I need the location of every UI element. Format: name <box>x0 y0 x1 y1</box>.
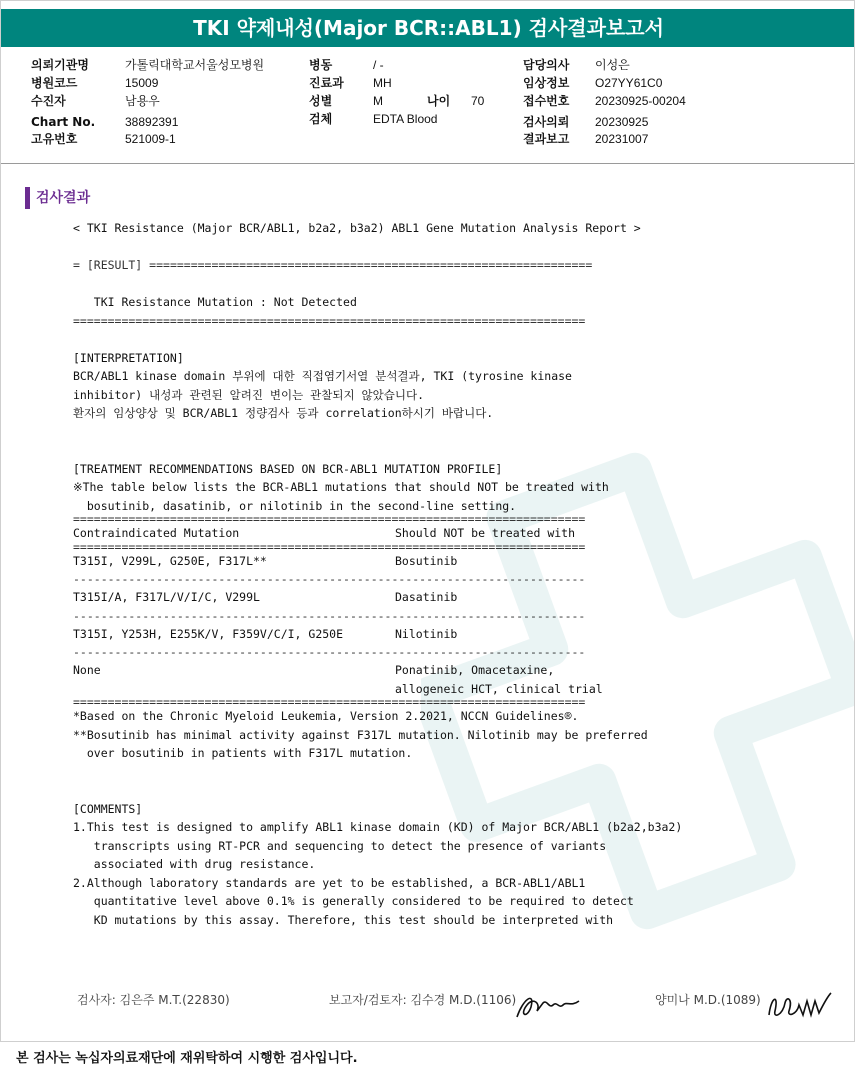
table-cell-drug: Bosutinib <box>395 553 458 568</box>
info-label: 의뢰기관명 <box>31 58 89 72</box>
table-row <box>73 588 693 607</box>
treatment-note: bosutinib, dasatinib, or nilotinib in the second-line setting. <box>73 498 517 513</box>
info-column-3 <box>523 57 686 147</box>
section-title: 검사결과 <box>25 187 90 209</box>
table-header-mutation: Contraindicated Mutation <box>73 526 240 540</box>
age-label: 나이 <box>427 94 451 108</box>
table-row <box>73 625 693 644</box>
info-value: O27YY61C0 <box>595 76 663 90</box>
table-cell-mutation: None <box>73 663 101 677</box>
divider-line: ========================================================================== <box>73 698 586 707</box>
treatment-title: [TREATMENT RECOMMENDATIONS BASED ON BCR-ABL1 MUTATION PROFILE] <box>73 461 503 476</box>
table-cell-drug: allogeneic HCT, clinical trial <box>395 681 603 696</box>
third-signature: 양미나 M.D.(1089) <box>655 993 761 1007</box>
divider-line: ========================================================================== <box>73 313 586 328</box>
age-value: 70 <box>471 94 485 108</box>
info-value: M <box>373 94 383 108</box>
interpretation-title: [INTERPRETATION] <box>73 350 184 365</box>
divider-line: ========================================================================== <box>73 542 586 552</box>
info-value: 남용우 <box>125 94 160 108</box>
comments-title: [COMMENTS] <box>73 801 143 816</box>
table-row-continued <box>73 680 693 699</box>
info-label: 진료과 <box>309 76 344 90</box>
info-label: 병원코드 <box>31 76 78 90</box>
report-body <box>73 219 693 929</box>
info-label: 담당의사 <box>523 58 570 72</box>
info-label: 임상정보 <box>523 76 570 90</box>
footnote: **Bosutinib has minimal activity against F317L mutation. Nilotinib may be preferred <box>73 727 648 742</box>
result-text: TKI Resistance Mutation : Not Detected <box>73 295 357 309</box>
table-cell-mutation: T315I, V299L, G250E, F317L** <box>73 553 267 568</box>
treatment-note: ※The table below lists the BCR-ABL1 mutations that should NOT be treated with <box>73 480 609 494</box>
info-label: 성별 <box>309 94 333 108</box>
info-value: / - <box>373 58 384 72</box>
info-label: 결과보고 <box>523 132 570 146</box>
info-column-1 <box>31 57 264 147</box>
info-label: 병동 <box>309 58 333 72</box>
table-row <box>73 552 693 571</box>
interpretation-line: BCR/ABL1 kinase domain 부위에 대한 직접염기서열 분석결과, TKI (tyrosine kinase <box>73 369 572 383</box>
comment-line: quantitative level above 0.1% is generally considered to be required to detect <box>73 894 634 908</box>
result-label: = [RESULT] <box>73 258 150 272</box>
divider-line: ========================================================================== <box>73 515 586 524</box>
footnote: *Based on the Chronic Myeloid Leukemia, Version 2.2021, NCCN Guidelines®. <box>73 709 579 723</box>
interpretation-line: 환자의 임상양상 및 BCR/ABL1 정량검사 등과 correlation하시기 바랍니다. <box>73 406 494 420</box>
info-value: 20231007 <box>595 132 649 146</box>
info-value: 20230925 <box>595 115 649 129</box>
info-value: 20230925-00204 <box>595 94 686 108</box>
info-label: 접수번호 <box>523 94 570 108</box>
report-title: TKI 약제내성(Major BCR::ABL1) 검사결과보고서 <box>1 9 855 47</box>
comment-line: KD mutations by this assay. Therefore, this test should be interpreted with <box>73 912 614 927</box>
table-cell-drug: Ponatinib, Omacetaxine, <box>395 663 555 677</box>
info-value: EDTA Blood <box>373 112 438 126</box>
interpretation-line: inhibitor) 내성과 관련된 알려진 변이는 관찰되지 않았습니다. <box>73 387 424 402</box>
info-label: 고유번호 <box>31 132 78 146</box>
info-value: MH <box>373 76 392 90</box>
info-label: Chart No. <box>31 115 96 129</box>
comment-line: 2.Although laboratory standards are yet to be established, a BCR-ABL1/ABL1 <box>73 875 586 890</box>
footnote: over bosutinib in patients with F317L mutation. <box>73 746 413 760</box>
table-header-drug: Should NOT be treated with <box>395 526 576 540</box>
info-value: 가톨릭대학교서울성모병원 <box>125 58 265 72</box>
info-label: 검체 <box>309 112 333 126</box>
info-value: 38892391 <box>125 115 179 129</box>
table-row <box>73 661 693 680</box>
table-cell-drug: Nilotinib <box>395 626 458 641</box>
info-label: 수진자 <box>31 94 66 108</box>
tester-signature: 검사자: 김은주 M.T.(22830) <box>77 993 230 1007</box>
info-label: 검사의뢰 <box>523 115 570 129</box>
result-heading: = [RESULT] ================================================================ <box>73 258 593 272</box>
report-header: < TKI Resistance (Major BCR/ABL1, b2a2, b3a2) ABL1 Gene Mutation Analysis Report > <box>73 221 641 235</box>
table-cell-mutation: T315I, Y253H, E255K/V, F359V/C/I, G250E <box>73 626 344 641</box>
footer-note: 본 검사는 녹십자의료재단에 재위탁하여 시행한 검사입니다. <box>16 1051 358 1066</box>
info-value: 이성은 <box>595 58 630 72</box>
handwritten-signature-icon <box>763 985 835 1025</box>
info-value: 521009-1 <box>125 132 176 146</box>
comment-line: associated with drug resistance. <box>73 857 316 871</box>
handwritten-signature-icon <box>513 985 583 1025</box>
table-header <box>73 524 693 543</box>
row-divider: -------------------------------------------------------------------------- <box>73 608 586 623</box>
info-value: 15009 <box>125 76 159 90</box>
table-cell-drug: Dasatinib <box>395 590 458 604</box>
table-cell-mutation: T315I/A, F317L/V/I/C, V299L <box>73 590 260 604</box>
header-divider <box>1 163 855 164</box>
info-column-2 <box>309 57 484 127</box>
comment-line: 1.This test is designed to amplify ABL1 kinase domain (KD) of Major BCR/ABL1 (b2a2,b3a2) <box>73 820 683 834</box>
row-divider: -------------------------------------------------------------------------- <box>73 572 586 586</box>
reporter-signature: 보고자/검토자: 김수경 M.D.(1106) <box>329 993 517 1007</box>
comment-line: transcripts using RT-PCR and sequencing to detect the presence of variants <box>73 838 607 853</box>
row-divider: -------------------------------------------------------------------------- <box>73 645 586 659</box>
